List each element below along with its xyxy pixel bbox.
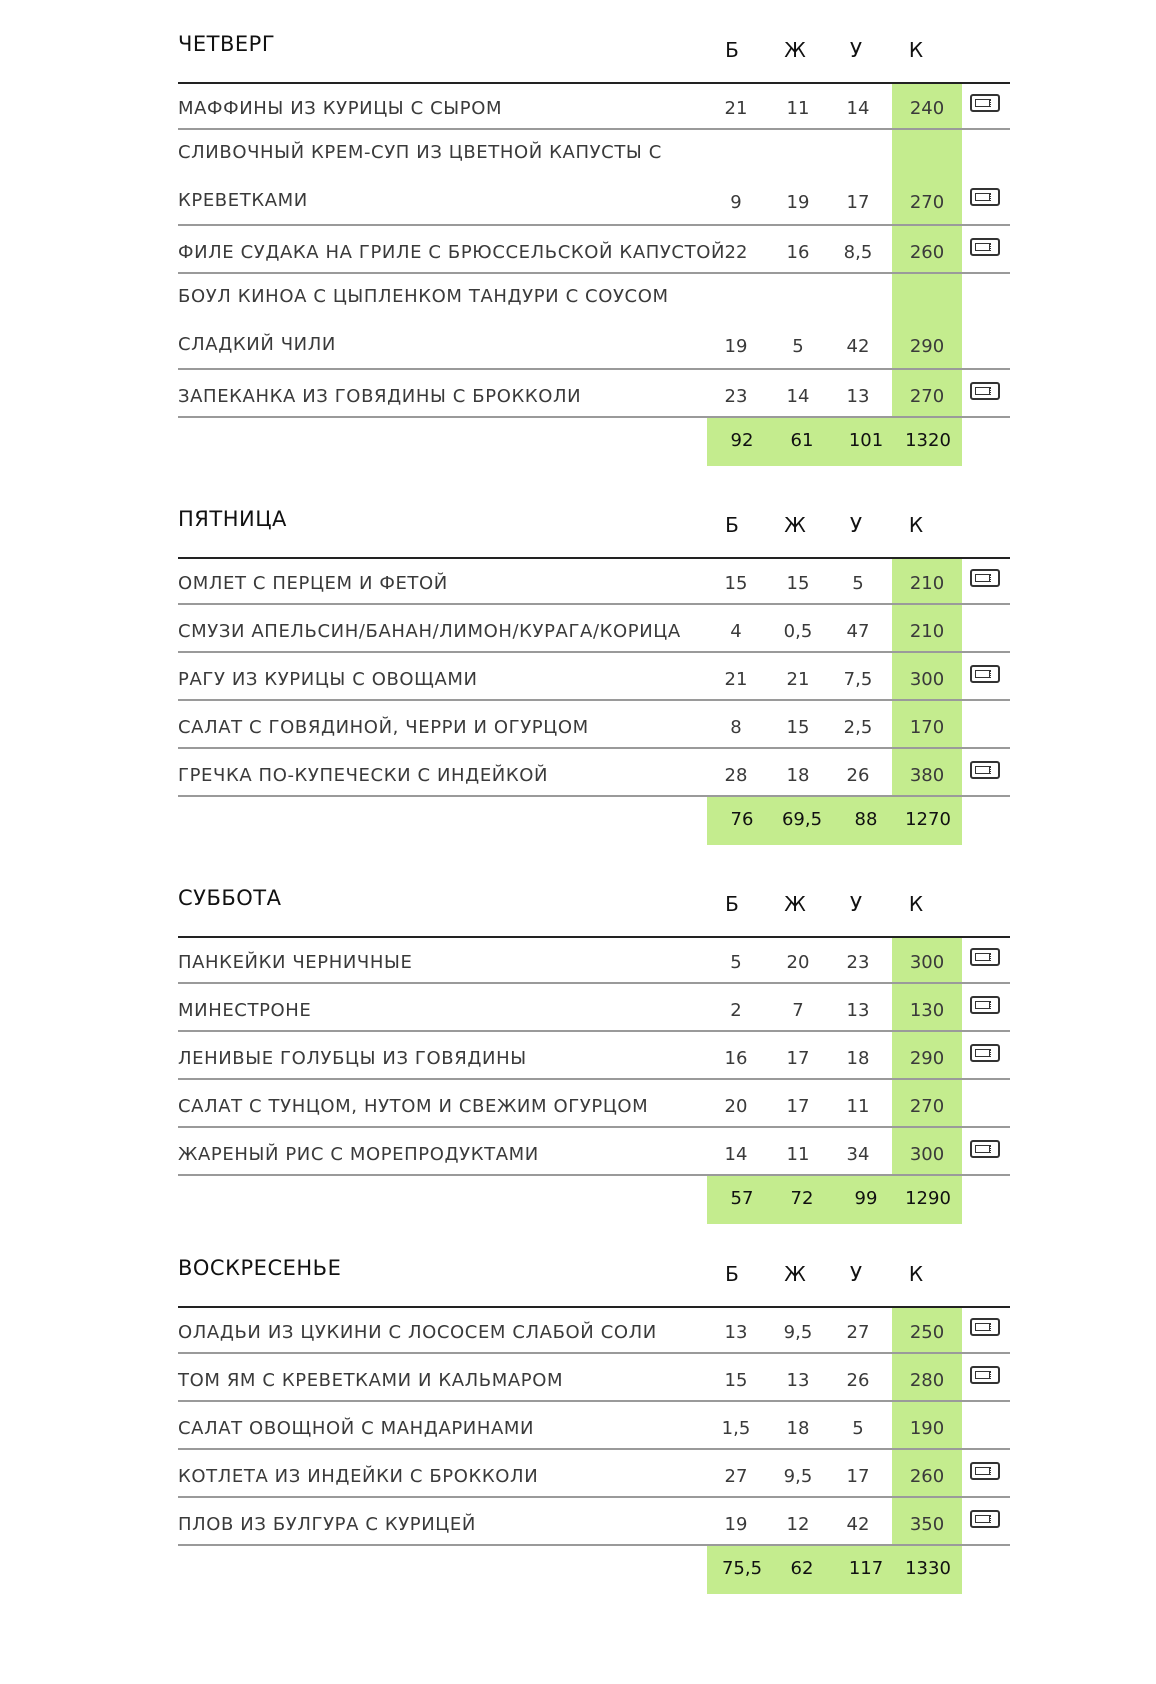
microwave-icon xyxy=(970,761,1000,779)
table-row xyxy=(0,749,1156,797)
value-b: 14 xyxy=(724,1144,748,1165)
value-u: 2,5 xyxy=(843,717,873,738)
value-zh: 20 xyxy=(786,952,810,973)
value-k: 380 xyxy=(909,765,945,786)
microwave-icon xyxy=(970,1510,1000,1528)
value-zh: 15 xyxy=(786,573,810,594)
value-b: 23 xyxy=(724,386,748,407)
value-k: 270 xyxy=(909,386,945,407)
row-rule xyxy=(178,1174,1010,1176)
column-header-b: Б xyxy=(725,513,739,537)
total-u: 99 xyxy=(854,1188,878,1209)
value-u: 8,5 xyxy=(843,242,873,263)
total-u: 88 xyxy=(854,809,878,830)
value-u: 47 xyxy=(846,621,870,642)
table-row xyxy=(0,984,1156,1032)
microwave-icon xyxy=(970,94,1000,112)
table-row xyxy=(0,1032,1156,1080)
value-k: 290 xyxy=(909,1048,945,1069)
microwave-icon xyxy=(970,1044,1000,1062)
value-b: 27 xyxy=(724,1466,748,1487)
column-header-zh: Ж xyxy=(784,38,806,62)
value-u: 42 xyxy=(846,336,870,357)
microwave-icon xyxy=(970,996,1000,1014)
value-k: 170 xyxy=(909,717,945,738)
value-u: 23 xyxy=(846,952,870,973)
value-u: 7,5 xyxy=(843,669,873,690)
value-k: 270 xyxy=(909,192,945,213)
value-k: 250 xyxy=(909,1322,945,1343)
total-k: 1270 xyxy=(905,809,951,830)
microwave-icon xyxy=(970,1140,1000,1158)
value-u: 14 xyxy=(846,98,870,119)
value-zh: 15 xyxy=(786,717,810,738)
value-u: 17 xyxy=(846,192,870,213)
column-header-u: У xyxy=(849,38,863,62)
day-title: СУББОТА xyxy=(178,886,282,910)
value-k: 190 xyxy=(909,1418,945,1439)
microwave-icon xyxy=(970,1318,1000,1336)
column-header-k: К xyxy=(908,513,924,537)
value-u: 13 xyxy=(846,1000,870,1021)
value-b: 19 xyxy=(724,1514,748,1535)
value-u: 18 xyxy=(846,1048,870,1069)
dish-name: ОЛАДЬИ ИЗ ЦУКИНИ С ЛОСОСЕМ СЛАБОЙ СОЛИ xyxy=(178,1322,657,1343)
table-row xyxy=(0,130,1156,226)
table-row xyxy=(0,1498,1156,1546)
dish-name: ЖАРЕНЫЙ РИС С МОРЕПРОДУКТАМИ xyxy=(178,1144,539,1165)
value-zh: 21 xyxy=(786,669,810,690)
total-zh: 69,5 xyxy=(781,809,823,830)
dish-name: КОТЛЕТА ИЗ ИНДЕЙКИ С БРОККОЛИ xyxy=(178,1466,539,1487)
value-b: 15 xyxy=(724,573,748,594)
value-k: 210 xyxy=(909,573,945,594)
value-zh: 11 xyxy=(786,1144,810,1165)
value-b: 9 xyxy=(730,192,742,213)
microwave-icon xyxy=(970,948,1000,966)
value-u: 26 xyxy=(846,765,870,786)
table-row xyxy=(0,82,1156,130)
column-header-u: У xyxy=(849,513,863,537)
row-rule xyxy=(178,416,1010,418)
column-header-zh: Ж xyxy=(784,892,806,916)
table-row xyxy=(0,1402,1156,1450)
microwave-icon xyxy=(970,1366,1000,1384)
value-zh: 11 xyxy=(786,98,810,119)
table-row xyxy=(0,226,1156,274)
value-k: 260 xyxy=(909,242,945,263)
value-k: 280 xyxy=(909,1370,945,1391)
value-k: 290 xyxy=(909,336,945,357)
value-b: 5 xyxy=(730,952,742,973)
dish-name: СЛИВОЧНЫЙ КРЕМ-СУП ИЗ ЦВЕТНОЙ КАПУСТЫ С xyxy=(178,142,662,163)
value-u: 5 xyxy=(852,573,864,594)
dish-name: СМУЗИ АПЕЛЬСИН/БАНАН/ЛИМОН/КУРАГА/КОРИЦА xyxy=(178,621,681,642)
value-zh: 14 xyxy=(786,386,810,407)
value-zh: 5 xyxy=(792,336,804,357)
total-zh: 61 xyxy=(790,430,814,451)
total-b: 92 xyxy=(730,430,754,451)
value-b: 22 xyxy=(724,242,748,263)
dish-name: ОМЛЕТ С ПЕРЦЕМ И ФЕТОЙ xyxy=(178,573,448,594)
value-u: 17 xyxy=(846,1466,870,1487)
microwave-icon xyxy=(970,382,1000,400)
value-u: 34 xyxy=(846,1144,870,1165)
value-k: 240 xyxy=(909,98,945,119)
dish-name: ГРЕЧКА ПО-КУПЕЧЕСКИ С ИНДЕЙКОЙ xyxy=(178,765,549,786)
dish-name: МАФФИНЫ ИЗ КУРИЦЫ С СЫРОМ xyxy=(178,98,503,119)
microwave-icon xyxy=(970,1462,1000,1480)
total-k: 1320 xyxy=(905,430,951,451)
column-header-zh: Ж xyxy=(784,513,806,537)
column-header-u: У xyxy=(849,1262,863,1286)
value-u: 26 xyxy=(846,1370,870,1391)
column-header-k: К xyxy=(908,1262,924,1286)
column-header-k: К xyxy=(908,38,924,62)
value-zh: 19 xyxy=(786,192,810,213)
column-header-b: Б xyxy=(725,1262,739,1286)
value-b: 20 xyxy=(724,1096,748,1117)
value-zh: 9,5 xyxy=(783,1466,813,1487)
row-rule xyxy=(178,1544,1010,1546)
value-k: 300 xyxy=(909,669,945,690)
microwave-icon xyxy=(970,665,1000,683)
value-b: 16 xyxy=(724,1048,748,1069)
value-k: 350 xyxy=(909,1514,945,1535)
value-b: 28 xyxy=(724,765,748,786)
value-u: 27 xyxy=(846,1322,870,1343)
table-row xyxy=(0,1306,1156,1354)
column-header-b: Б xyxy=(725,892,739,916)
dish-name: БОУЛ КИНОА С ЦЫПЛЕНКОМ ТАНДУРИ С СОУСОМ xyxy=(178,286,669,307)
value-u: 13 xyxy=(846,386,870,407)
dish-name: ЛЕНИВЫЕ ГОЛУБЦЫ ИЗ ГОВЯДИНЫ xyxy=(178,1048,527,1069)
value-b: 4 xyxy=(730,621,742,642)
dish-name: ФИЛЕ СУДАКА НА ГРИЛЕ С БРЮССЕЛЬСКОЙ КАПУСТОЙ xyxy=(178,242,726,263)
dish-name: РАГУ ИЗ КУРИЦЫ С ОВОЩАМИ xyxy=(178,669,478,690)
value-k: 260 xyxy=(909,1466,945,1487)
total-u: 117 xyxy=(848,1558,884,1579)
value-b: 13 xyxy=(724,1322,748,1343)
value-b: 15 xyxy=(724,1370,748,1391)
value-zh: 17 xyxy=(786,1096,810,1117)
table-row xyxy=(0,605,1156,653)
table-row xyxy=(0,1080,1156,1128)
table-row xyxy=(0,653,1156,701)
value-u: 5 xyxy=(852,1418,864,1439)
dish-name: САЛАТ ОВОЩНОЙ С МАНДАРИНАМИ xyxy=(178,1418,535,1439)
value-u: 42 xyxy=(846,1514,870,1535)
value-b: 21 xyxy=(724,669,748,690)
table-row xyxy=(0,1128,1156,1176)
value-zh: 12 xyxy=(786,1514,810,1535)
table-row xyxy=(0,1354,1156,1402)
table-row xyxy=(0,1450,1156,1498)
value-zh: 16 xyxy=(786,242,810,263)
total-u: 101 xyxy=(848,430,884,451)
dish-name: САЛАТ С ТУНЦОМ, НУТОМ И СВЕЖИМ ОГУРЦОМ xyxy=(178,1096,649,1117)
total-b: 76 xyxy=(730,809,754,830)
value-k: 270 xyxy=(909,1096,945,1117)
value-b: 1,5 xyxy=(721,1418,751,1439)
column-header-b: Б xyxy=(725,38,739,62)
dish-name-continued: КРЕВЕТКАМИ xyxy=(178,190,308,211)
value-b: 2 xyxy=(730,1000,742,1021)
dish-name: ПЛОВ ИЗ БУЛГУРА С КУРИЦЕЙ xyxy=(178,1514,476,1535)
row-rule xyxy=(178,795,1010,797)
table-row xyxy=(0,701,1156,749)
table-row xyxy=(0,936,1156,984)
table-row xyxy=(0,274,1156,370)
value-zh: 17 xyxy=(786,1048,810,1069)
total-b: 75,5 xyxy=(721,1558,763,1579)
dish-name: ТОМ ЯМ С КРЕВЕТКАМИ И КАЛЬМАРОМ xyxy=(178,1370,564,1391)
dish-name-continued: СЛАДКИЙ ЧИЛИ xyxy=(178,334,336,355)
value-b: 19 xyxy=(724,336,748,357)
value-k: 210 xyxy=(909,621,945,642)
column-header-zh: Ж xyxy=(784,1262,806,1286)
day-title: ЧЕТВЕРГ xyxy=(178,32,276,56)
value-b: 8 xyxy=(730,717,742,738)
column-header-u: У xyxy=(849,892,863,916)
value-k: 130 xyxy=(909,1000,945,1021)
total-k: 1330 xyxy=(905,1558,951,1579)
value-zh: 18 xyxy=(786,1418,810,1439)
day-title: ПЯТНИЦА xyxy=(178,507,287,531)
value-zh: 18 xyxy=(786,765,810,786)
value-zh: 0,5 xyxy=(783,621,813,642)
total-zh: 62 xyxy=(790,1558,814,1579)
dish-name: САЛАТ С ГОВЯДИНОЙ, ЧЕРРИ И ОГУРЦОМ xyxy=(178,717,589,738)
value-zh: 9,5 xyxy=(783,1322,813,1343)
dish-name: ЗАПЕКАНКА ИЗ ГОВЯДИНЫ С БРОККОЛИ xyxy=(178,386,582,407)
value-zh: 7 xyxy=(792,1000,804,1021)
microwave-icon xyxy=(970,569,1000,587)
value-b: 21 xyxy=(724,98,748,119)
value-k: 300 xyxy=(909,1144,945,1165)
day-title: ВОСКРЕСЕНЬЕ xyxy=(178,1256,342,1280)
microwave-icon xyxy=(970,238,1000,256)
value-zh: 13 xyxy=(786,1370,810,1391)
total-zh: 72 xyxy=(790,1188,814,1209)
value-k: 300 xyxy=(909,952,945,973)
dish-name: МИНЕСТРОНЕ xyxy=(178,1000,312,1021)
total-b: 57 xyxy=(730,1188,754,1209)
table-row xyxy=(0,557,1156,605)
dish-name: ПАНКЕЙКИ ЧЕРНИЧНЫЕ xyxy=(178,952,413,973)
value-u: 11 xyxy=(846,1096,870,1117)
column-header-k: К xyxy=(908,892,924,916)
total-k: 1290 xyxy=(905,1188,951,1209)
table-row xyxy=(0,370,1156,418)
microwave-icon xyxy=(970,188,1000,206)
